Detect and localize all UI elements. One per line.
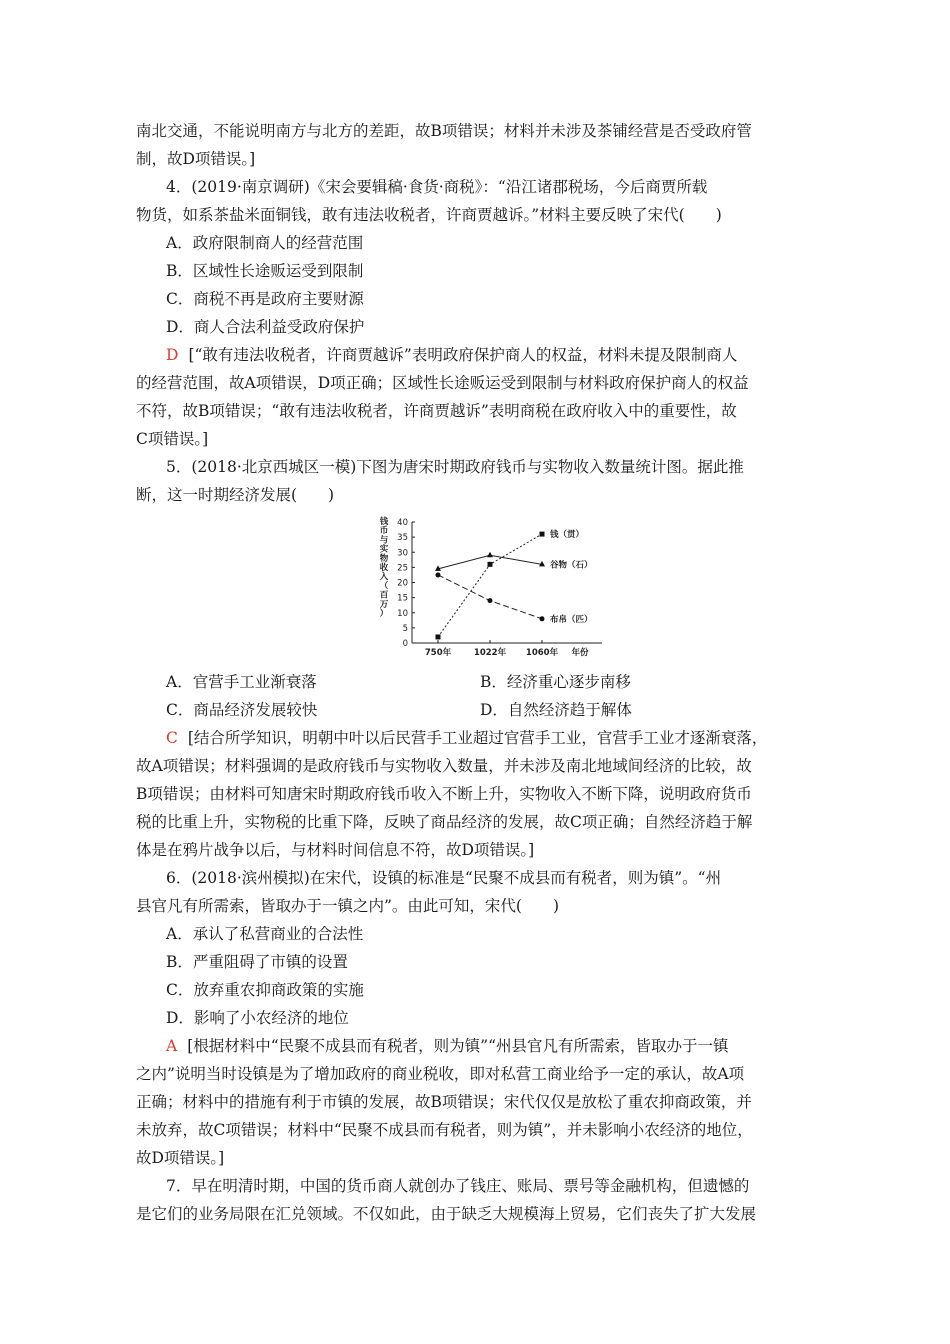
explanation-line: C项错误。] [136,430,209,448]
y-tick-label: 30 [397,548,408,559]
paragraph-line: 制，故D项错误。] [136,150,256,168]
question-7-stem: 7．早在明清时期，中国的货币商人就创办了钱庄、账局、票号等金融机构，但遗憾的 [166,1177,750,1195]
explanation-line: 不符，故B项错误；“敢有违法收税者，许商贾越诉”表明商税在政府收入中的重要性，故 [136,402,737,420]
question-5-stem: 5．(2018·北京西城区一模)下图为唐宋时期政府钱币与实物收入数量统计图。据此推 [166,458,744,476]
option-b: B．经济重心逐步南移 [480,673,631,691]
option-c: C．放弃重农抑商政策的实施 [166,981,364,999]
answer-letter: A [166,1037,178,1055]
answer-letter: C [166,729,178,747]
answer-letter: D [166,346,179,364]
y-tick-label: 20 [397,578,408,589]
x-axis-label: 年份 [571,648,589,658]
question-6-stem: 县官凡有所需索，皆取办于一镇之内”。由此可知，宋代( ) [136,897,560,915]
explanation-line: 未放弃，故C项错误；材料中“民聚不成县而有税者，则为镇”，并未影响小农经济的地位， [136,1121,753,1139]
y-axis-label-char: 万 [379,599,389,610]
explanation-line: 税的比重上升，实物税的比重下降，反映了商品经济的发展，故C项正确；自然经济趋于解 [136,813,753,831]
y-tick-label: 10 [397,608,408,619]
series-label: 钱（贯） [550,530,585,541]
data-point [436,634,441,639]
y-axis-label-char: 收 [379,563,389,573]
series-label: 布帛（匹） [550,614,593,625]
explanation-line: 之内”说明当时设镇是为了增加政府的商业税收，即对私营工商业给予一定的承认，故A项 [136,1065,745,1083]
y-tick-label: 35 [397,533,408,544]
y-axis-label-char: 入 [379,572,389,583]
x-tick-label: 750年 [424,648,452,658]
data-point [488,598,493,603]
y-axis-label-char: （ [379,581,389,592]
y-axis-label-char: 实 [379,544,389,555]
data-point [488,562,493,567]
y-axis-label-char: 百 [379,590,389,601]
y-tick-label: 15 [397,593,408,604]
y-tick-label: 5 [402,623,408,634]
y-axis-label-char: 与 [379,535,389,546]
data-point [540,532,545,537]
y-tick-label: 0 [402,639,408,649]
option-a: A．政府限制商人的经营范围 [166,234,364,252]
explanation-line: C [结合所学知识，明朝中叶以后民营手工业超过官营手工业，官营手工业才逐渐衰落， [166,729,768,747]
explanation-line: 体是在鸦片战争以后，与材料时间信息不符，故D项错误。] [136,841,535,859]
y-tick-label: 25 [397,563,408,574]
option-b: B．区域性长途贩运受到限制 [166,262,364,280]
question-5-stem: 断，这一时期经济发展( ) [136,486,335,504]
option-c: C．商税不再是政府主要财源 [166,290,364,308]
question-6-stem: 6．(2018·滨州模拟)在宋代，设镇的标准是“民聚不成县而有税者，则为镇”。“州 [166,869,722,887]
option-d: D．商人合法利益受政府保护 [166,318,365,336]
data-point [436,572,441,577]
y-tick-label: 40 [397,518,408,528]
y-axis-label-char: 物 [379,553,389,564]
option-a: A．承认了私营商业的合法性 [166,925,364,943]
explanation-line: 故D项错误。] [136,1149,225,1167]
option-a: A．官营手工业渐衰落 [166,673,317,691]
question-4-stem: 物货，如系茶盐米面铜钱，敢有违法收税者，许商贾越诉。”材料主要反映了宋代( ) [136,206,722,224]
x-tick-label: 1060年 [525,648,559,658]
paragraph-line: 南北交通，不能说明南方与北方的差距，故B项错误；材料并未涉及茶铺经营是否受政府管 [136,122,752,140]
question-4-stem: 4．(2019·南京调研)《宋会要辑稿·食货·商税》：“沿江诸郡税场，今后商贾所载 [166,178,708,196]
option-d: D．自然经济趋于解体 [480,701,632,719]
data-point [487,552,493,558]
income-line-chart [374,512,634,662]
option-c: C．商品经济发展较快 [166,701,318,719]
series-line [438,575,542,619]
explanation-line: A [根据材料中“民聚不成县而有税者，则为镇”“州县官凡有所需索，皆取办于一镇 [166,1037,729,1055]
series-label: 谷物（石） [550,560,593,571]
explanation-line: 的经营范围，故A项错误，D项正确；区域性长途贩运受到限制与材料政府保护商人的权益 [136,374,749,392]
y-axis-label-char: ） [379,609,389,619]
explanation-line: B项错误；由材料可知唐宋时期政府钱币收入不断上升，实物收入不断下降，说明政府货币 [136,785,752,803]
data-point [540,616,545,621]
option-b: B．严重阻碍了市镇的设置 [166,953,348,971]
question-7-stem: 是它们的业务局限在汇兑领域。不仅如此，由于缺乏大规模海上贸易，它们丧失了扩大发展 [136,1205,757,1223]
y-axis-label-char: 钱 [379,517,389,527]
explanation-line: D [“敢有违法收税者，许商贾越诉”表明政府保护商人的权益，材料未提及限制商人 [166,346,738,364]
option-d: D．影响了小农经济的地位 [166,1009,349,1027]
x-tick-label: 1022年 [473,648,507,658]
y-axis-label-char: 币 [379,526,389,537]
explanation-line: 正确；材料中的措施有利于市镇的发展，故B项错误；宋代仅仅是放松了重农抑商政策，并 [136,1093,752,1111]
explanation-line: 故A项错误；材料强调的是政府钱币与实物收入数量，并未涉及南北地域间经济的比较，故 [136,757,752,775]
series-line [438,534,542,637]
